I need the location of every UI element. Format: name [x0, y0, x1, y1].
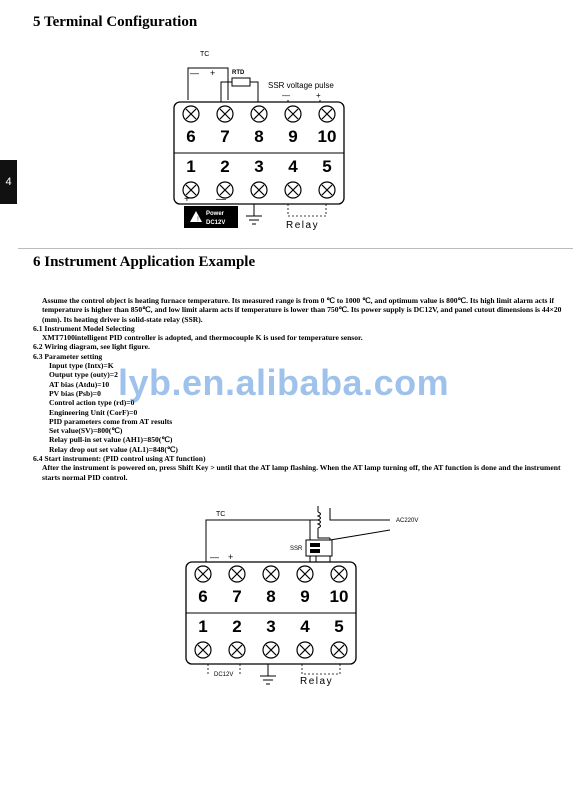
- terminal-number: 9: [300, 587, 310, 606]
- relay-label: Relay: [300, 676, 334, 687]
- terminal-number: 5: [334, 617, 344, 636]
- screw-terminal-icon: [297, 566, 313, 582]
- terminal-number: 7: [232, 587, 242, 606]
- tc-label: TC: [216, 511, 226, 518]
- tc-minus-sign: —: [190, 68, 199, 78]
- terminal-number: 4: [300, 617, 310, 636]
- relay-label: Relay: [286, 220, 320, 231]
- parameter-item: Engineering Unit (CorF)=0: [49, 407, 138, 417]
- terminal-number: 6: [198, 587, 208, 606]
- ssr-label: SSR: [290, 546, 303, 552]
- section-5-title: 5 Terminal Configuration: [33, 14, 198, 30]
- tc-plus-sign: +: [228, 552, 234, 562]
- terminal-number: 6: [186, 127, 196, 146]
- parameter-item: AT bias (Atdu)=10: [49, 379, 110, 389]
- terminal-number: 9: [288, 127, 298, 146]
- s62-title: 6.2 Wiring diagram, see light figure.: [33, 342, 150, 352]
- s61-body: XMT7100intelligent PID controller is adopted, and thermocouple K is used for temperature sensor.: [42, 333, 363, 343]
- terminal-number: 2: [232, 617, 242, 636]
- parameter-item: Set value(SV)=800(℃): [49, 426, 123, 436]
- terminal-number: 1: [198, 617, 208, 636]
- parameter-item: PV bias (Psb)=0: [49, 388, 101, 398]
- terminal-number: 3: [266, 617, 276, 636]
- terminal-number: 8: [254, 127, 264, 146]
- ground-icon: [246, 204, 262, 224]
- tc-label: TC: [200, 51, 210, 58]
- relay-contacts: [302, 664, 340, 674]
- screw-terminal-icon: [263, 566, 279, 582]
- power-box-line2: DC12V: [206, 220, 226, 226]
- screw-terminal-icon: [331, 566, 347, 582]
- screw-terminal-icon: [331, 642, 347, 658]
- screw-terminal-icon: [251, 182, 267, 198]
- screw-terminal-icon: [285, 106, 301, 122]
- tc-plus-sign: +: [210, 68, 216, 78]
- tc-minus-sign: —: [210, 552, 219, 562]
- s63-title: 6.3 Parameter setting: [33, 351, 103, 361]
- ssr-icon: [306, 540, 332, 556]
- page-tab: [0, 160, 17, 204]
- s61-title: 6.1 Instrument Model Selecting: [33, 323, 135, 333]
- ground-icon: [260, 664, 276, 684]
- terminal-number: 3: [254, 157, 264, 176]
- svg-text:!: !: [197, 217, 199, 223]
- parameter-item: Relay drop out set value (AL1)=848(℃): [49, 444, 178, 454]
- load-coil-icon: [318, 512, 321, 528]
- power-minus-sign: —: [216, 194, 226, 205]
- ssr-plus-sign: +: [316, 91, 321, 100]
- intro-paragraph: Assume the control object is heating furnace temperature. Its measured range is from 0 ℃ to 1000 ℃, and optimum value is 800℃. Its high limit alarm acts if temperature is higher than 850℃, and low limit alarm acts if temperature is lower than 750℃. Its power supply is DC12V, and panel cutout dimensions is 44×20 (mm). Its heating driver is solid-state relay (SSR).: [42, 296, 562, 324]
- terminal-number: 4: [288, 157, 298, 176]
- screw-terminal-icon: [195, 642, 211, 658]
- s64-title: 6.4 Start instrument: (PID control using AT function): [33, 454, 206, 464]
- screw-terminal-icon: [229, 642, 245, 658]
- section-divider: [18, 248, 573, 249]
- terminal-number: 7: [220, 127, 230, 146]
- parameter-item: Relay pull-in set value (AH1)=850(℃): [49, 435, 173, 445]
- terminal-number: 10: [329, 587, 349, 606]
- terminal-number: 10: [317, 127, 337, 146]
- screw-terminal-icon: [319, 182, 335, 198]
- page-number: 4: [5, 176, 12, 188]
- parameter-item: Control action type (rd)=0: [49, 398, 135, 408]
- screw-terminal-icon: [217, 106, 233, 122]
- ac220v-label: AC220V: [396, 518, 419, 524]
- watermark: lyb.en.alibaba.com: [118, 362, 450, 403]
- parameter-item: Input type (Intx)=K: [49, 361, 114, 371]
- dc12v-label: DC12V: [214, 672, 234, 678]
- screw-terminal-icon: [229, 566, 245, 582]
- terminal-number: 5: [322, 157, 332, 176]
- parameter-item: PID parameters come from AT results: [49, 416, 173, 426]
- rtd-resistor-icon: [232, 78, 250, 86]
- screw-terminal-icon: [263, 642, 279, 658]
- wiring-diagram: [180, 500, 430, 690]
- ssr-voltage-label: SSR voltage pulse: [268, 81, 334, 90]
- screw-terminal-icon: [251, 106, 267, 122]
- screw-terminal-icon: [285, 182, 301, 198]
- parameter-item: Output type (outy)=2: [49, 370, 118, 380]
- rtd-label: RTD: [232, 70, 245, 76]
- terminal-diagram: [160, 40, 390, 240]
- terminal-number: 8: [266, 587, 276, 606]
- screw-terminal-icon: [319, 106, 335, 122]
- screw-terminal-icon: [183, 106, 199, 122]
- section-6-title: 6 Instrument Application Example: [33, 254, 256, 270]
- screw-terminal-icon: [195, 566, 211, 582]
- terminal-number: 1: [186, 157, 196, 176]
- power-box-line1: Power: [206, 211, 225, 217]
- relay-contacts: [288, 204, 326, 216]
- ssr-minus-sign: —: [282, 91, 290, 100]
- s64-body: After the instrument is powered on, press Shift Key > until that the AT lamp flashing. When the AT lamp turning off, the AT function is done and the instrument starts normal PID control.: [42, 463, 561, 482]
- screw-terminal-icon: [297, 642, 313, 658]
- terminal-number: 2: [220, 157, 230, 176]
- power-plus-sign: +: [184, 194, 190, 205]
